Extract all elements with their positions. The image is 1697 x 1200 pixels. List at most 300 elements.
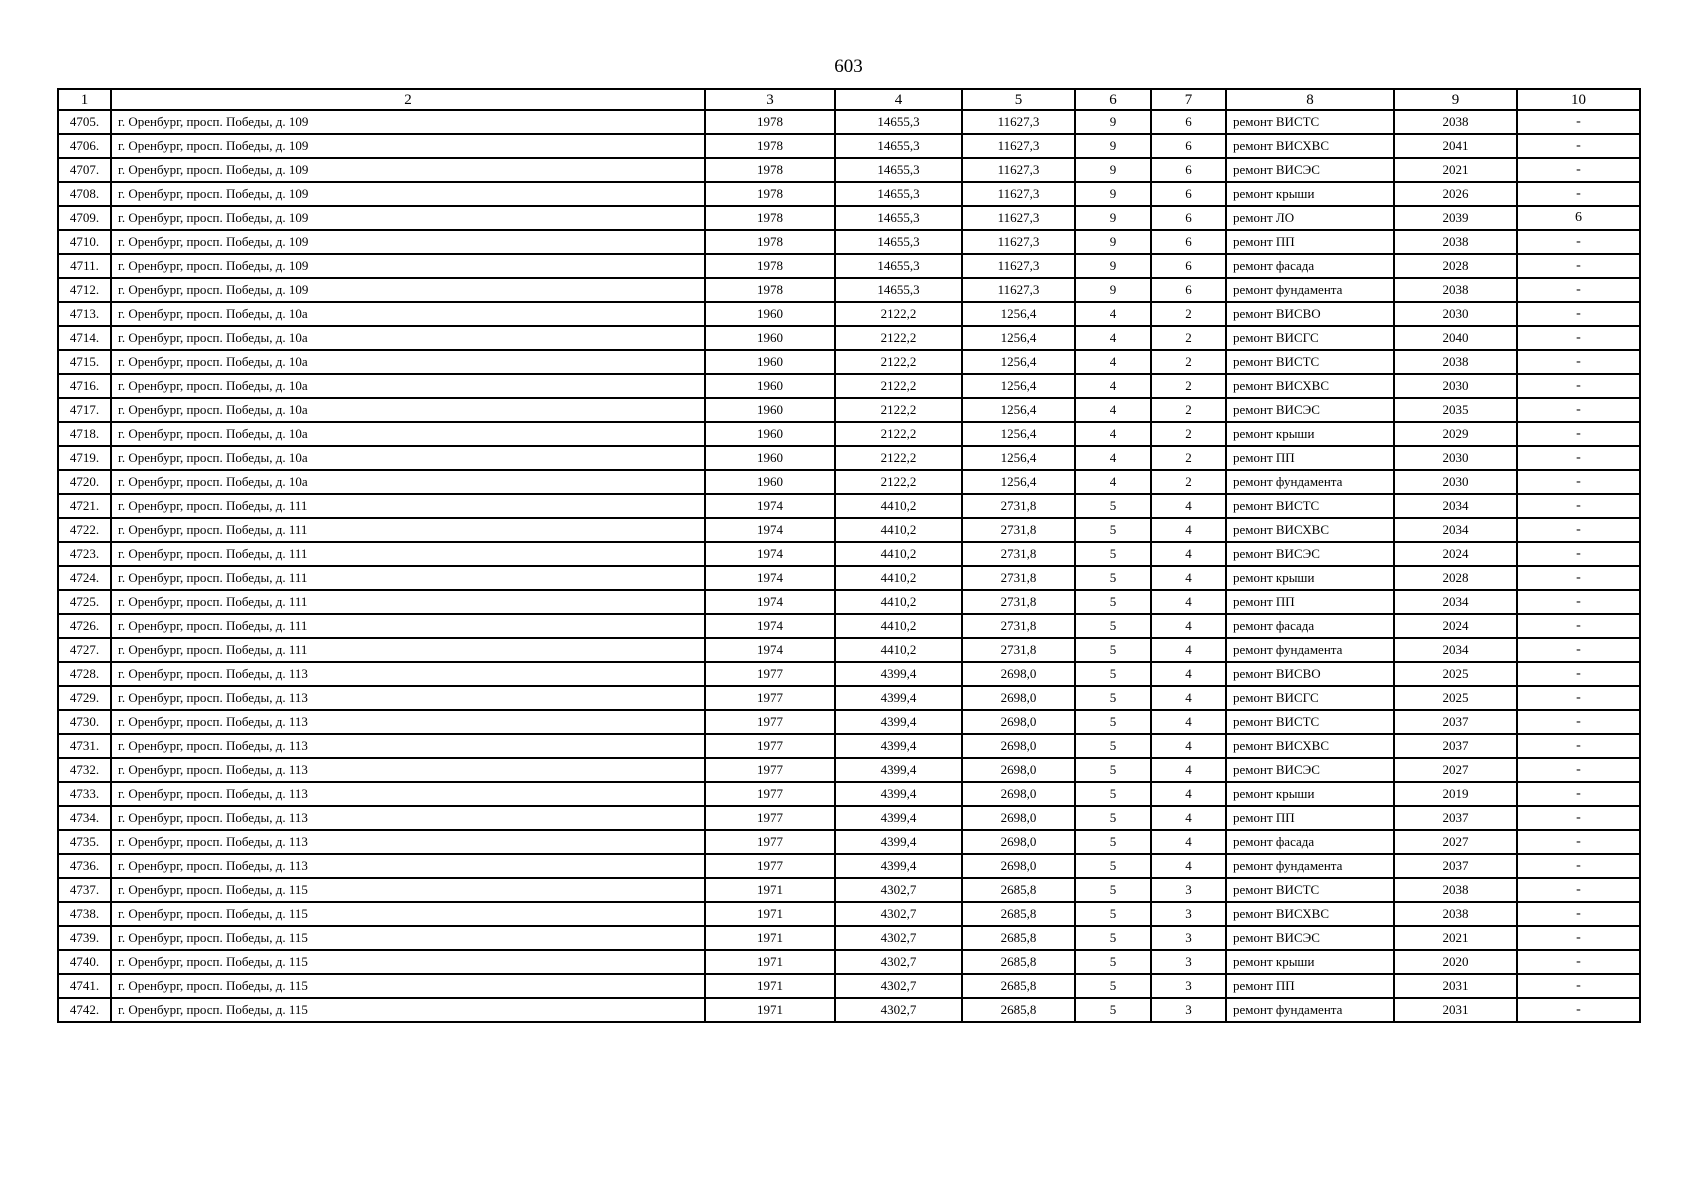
column-header-6: 6 bbox=[1075, 89, 1151, 110]
cell-living-area: 2698,0 bbox=[962, 830, 1075, 854]
cell-floors: 5 bbox=[1075, 782, 1151, 806]
cell-build-year: 1974 bbox=[705, 518, 835, 542]
cell-floors: 5 bbox=[1075, 806, 1151, 830]
cell-plan-year: 2030 bbox=[1394, 302, 1517, 326]
cell-extra-value: - bbox=[1517, 758, 1640, 782]
cell-row-number: 4724. bbox=[58, 566, 111, 590]
cell-row-number: 4713. bbox=[58, 302, 111, 326]
cell-address: г. Оренбург, просп. Победы, д. 111 bbox=[111, 638, 705, 662]
table-row bbox=[58, 734, 1640, 758]
cell-total-area: 4410,2 bbox=[835, 494, 962, 518]
cell-floors: 4 bbox=[1075, 398, 1151, 422]
cell-work-type: ремонт ВИСЭС bbox=[1226, 542, 1394, 566]
cell-work-type: ремонт ВИСТС bbox=[1226, 494, 1394, 518]
cell-build-year: 1971 bbox=[705, 926, 835, 950]
table-row bbox=[58, 494, 1640, 518]
table-row bbox=[58, 470, 1640, 494]
cell-build-year: 1971 bbox=[705, 950, 835, 974]
cell-entrances: 4 bbox=[1151, 590, 1226, 614]
cell-entrances: 4 bbox=[1151, 494, 1226, 518]
cell-build-year: 1971 bbox=[705, 998, 835, 1022]
cell-total-area: 4302,7 bbox=[835, 998, 962, 1022]
cell-build-year: 1978 bbox=[705, 110, 835, 134]
cell-living-area: 1256,4 bbox=[962, 302, 1075, 326]
cell-work-type: ремонт фасада bbox=[1226, 614, 1394, 638]
cell-total-area: 4410,2 bbox=[835, 638, 962, 662]
cell-work-type: ремонт ВИСХВС bbox=[1226, 734, 1394, 758]
cell-floors: 9 bbox=[1075, 134, 1151, 158]
table-row bbox=[58, 614, 1640, 638]
cell-living-area: 1256,4 bbox=[962, 326, 1075, 350]
cell-entrances: 2 bbox=[1151, 398, 1226, 422]
cell-floors: 4 bbox=[1075, 302, 1151, 326]
cell-floors: 5 bbox=[1075, 830, 1151, 854]
cell-entrances: 4 bbox=[1151, 782, 1226, 806]
cell-floors: 5 bbox=[1075, 950, 1151, 974]
table-row bbox=[58, 806, 1640, 830]
cell-entrances: 2 bbox=[1151, 302, 1226, 326]
cell-address: г. Оренбург, просп. Победы, д. 113 bbox=[111, 662, 705, 686]
cell-plan-year: 2031 bbox=[1394, 998, 1517, 1022]
cell-address: г. Оренбург, просп. Победы, д. 10а bbox=[111, 350, 705, 374]
cell-floors: 5 bbox=[1075, 686, 1151, 710]
cell-floors: 5 bbox=[1075, 710, 1151, 734]
cell-extra-value: - bbox=[1517, 638, 1640, 662]
table-row bbox=[58, 542, 1640, 566]
cell-plan-year: 2037 bbox=[1394, 854, 1517, 878]
cell-row-number: 4741. bbox=[58, 974, 111, 998]
table-row bbox=[58, 998, 1640, 1022]
cell-plan-year: 2035 bbox=[1394, 398, 1517, 422]
cell-work-type: ремонт ВИСХВС bbox=[1226, 902, 1394, 926]
cell-plan-year: 2021 bbox=[1394, 926, 1517, 950]
table-row bbox=[58, 878, 1640, 902]
cell-total-area: 2122,2 bbox=[835, 422, 962, 446]
cell-extra-value: - bbox=[1517, 998, 1640, 1022]
column-header-7: 7 bbox=[1151, 89, 1226, 110]
cell-entrances: 2 bbox=[1151, 470, 1226, 494]
cell-extra-value: - bbox=[1517, 710, 1640, 734]
cell-living-area: 2698,0 bbox=[962, 734, 1075, 758]
table-row bbox=[58, 206, 1640, 230]
table-row bbox=[58, 326, 1640, 350]
cell-plan-year: 2037 bbox=[1394, 710, 1517, 734]
cell-row-number: 4730. bbox=[58, 710, 111, 734]
table-row bbox=[58, 254, 1640, 278]
cell-living-area: 11627,3 bbox=[962, 182, 1075, 206]
cell-address: г. Оренбург, просп. Победы, д. 109 bbox=[111, 158, 705, 182]
cell-work-type: ремонт ВИСВО bbox=[1226, 302, 1394, 326]
cell-row-number: 4717. bbox=[58, 398, 111, 422]
cell-entrances: 4 bbox=[1151, 518, 1226, 542]
cell-work-type: ремонт фасада bbox=[1226, 254, 1394, 278]
table-row bbox=[58, 350, 1640, 374]
cell-build-year: 1960 bbox=[705, 302, 835, 326]
cell-entrances: 3 bbox=[1151, 998, 1226, 1022]
cell-total-area: 4410,2 bbox=[835, 614, 962, 638]
cell-living-area: 2685,8 bbox=[962, 926, 1075, 950]
cell-extra-value: - bbox=[1517, 110, 1640, 134]
cell-living-area: 2731,8 bbox=[962, 590, 1075, 614]
cell-total-area: 4399,4 bbox=[835, 734, 962, 758]
cell-address: г. Оренбург, просп. Победы, д. 113 bbox=[111, 830, 705, 854]
table-row bbox=[58, 302, 1640, 326]
cell-row-number: 4723. bbox=[58, 542, 111, 566]
cell-build-year: 1974 bbox=[705, 542, 835, 566]
table-row bbox=[58, 926, 1640, 950]
cell-work-type: ремонт ПП bbox=[1226, 590, 1394, 614]
cell-total-area: 4399,4 bbox=[835, 830, 962, 854]
cell-work-type: ремонт ВИСТС bbox=[1226, 350, 1394, 374]
table-row bbox=[58, 782, 1640, 806]
cell-extra-value: - bbox=[1517, 134, 1640, 158]
cell-entrances: 3 bbox=[1151, 902, 1226, 926]
cell-floors: 9 bbox=[1075, 230, 1151, 254]
cell-total-area: 4302,7 bbox=[835, 950, 962, 974]
cell-total-area: 14655,3 bbox=[835, 134, 962, 158]
cell-work-type: ремонт ВИСЭС bbox=[1226, 926, 1394, 950]
table-row bbox=[58, 230, 1640, 254]
cell-address: г. Оренбург, просп. Победы, д. 111 bbox=[111, 614, 705, 638]
cell-living-area: 11627,3 bbox=[962, 278, 1075, 302]
cell-plan-year: 2039 bbox=[1394, 206, 1517, 230]
table-row bbox=[58, 830, 1640, 854]
cell-floors: 4 bbox=[1075, 350, 1151, 374]
cell-row-number: 4719. bbox=[58, 446, 111, 470]
cell-total-area: 14655,3 bbox=[835, 278, 962, 302]
cell-extra-value: - bbox=[1517, 542, 1640, 566]
cell-entrances: 6 bbox=[1151, 182, 1226, 206]
cell-row-number: 4709. bbox=[58, 206, 111, 230]
column-header-9: 9 bbox=[1394, 89, 1517, 110]
column-header-2: 2 bbox=[111, 89, 705, 110]
column-header-10: 10 bbox=[1517, 89, 1640, 110]
cell-extra-value: - bbox=[1517, 734, 1640, 758]
cell-build-year: 1960 bbox=[705, 422, 835, 446]
table-row bbox=[58, 518, 1640, 542]
cell-row-number: 4740. bbox=[58, 950, 111, 974]
table-row bbox=[58, 446, 1640, 470]
cell-row-number: 4716. bbox=[58, 374, 111, 398]
cell-build-year: 1978 bbox=[705, 182, 835, 206]
cell-entrances: 4 bbox=[1151, 734, 1226, 758]
cell-living-area: 2698,0 bbox=[962, 806, 1075, 830]
cell-plan-year: 2025 bbox=[1394, 662, 1517, 686]
cell-address: г. Оренбург, просп. Победы, д. 111 bbox=[111, 518, 705, 542]
cell-address: г. Оренбург, просп. Победы, д. 109 bbox=[111, 110, 705, 134]
cell-address: г. Оренбург, просп. Победы, д. 111 bbox=[111, 494, 705, 518]
cell-address: г. Оренбург, просп. Победы, д. 115 bbox=[111, 878, 705, 902]
cell-total-area: 2122,2 bbox=[835, 470, 962, 494]
cell-extra-value: - bbox=[1517, 422, 1640, 446]
column-header-3: 3 bbox=[705, 89, 835, 110]
table-row bbox=[58, 590, 1640, 614]
cell-total-area: 4399,4 bbox=[835, 758, 962, 782]
cell-total-area: 2122,2 bbox=[835, 398, 962, 422]
table-row bbox=[58, 710, 1640, 734]
cell-address: г. Оренбург, просп. Победы, д. 10а bbox=[111, 422, 705, 446]
cell-living-area: 1256,4 bbox=[962, 422, 1075, 446]
cell-floors: 5 bbox=[1075, 590, 1151, 614]
cell-build-year: 1977 bbox=[705, 734, 835, 758]
cell-plan-year: 2024 bbox=[1394, 614, 1517, 638]
cell-entrances: 2 bbox=[1151, 350, 1226, 374]
cell-plan-year: 2031 bbox=[1394, 974, 1517, 998]
cell-living-area: 11627,3 bbox=[962, 206, 1075, 230]
cell-living-area: 1256,4 bbox=[962, 446, 1075, 470]
table-row bbox=[58, 110, 1640, 134]
cell-build-year: 1978 bbox=[705, 158, 835, 182]
table-row bbox=[58, 686, 1640, 710]
cell-total-area: 4302,7 bbox=[835, 878, 962, 902]
cell-floors: 5 bbox=[1075, 878, 1151, 902]
cell-living-area: 2731,8 bbox=[962, 542, 1075, 566]
cell-build-year: 1977 bbox=[705, 758, 835, 782]
cell-row-number: 4736. bbox=[58, 854, 111, 878]
cell-entrances: 4 bbox=[1151, 542, 1226, 566]
cell-living-area: 2731,8 bbox=[962, 518, 1075, 542]
cell-entrances: 2 bbox=[1151, 446, 1226, 470]
cell-work-type: ремонт ПП bbox=[1226, 806, 1394, 830]
cell-work-type: ремонт ВИСЭС bbox=[1226, 758, 1394, 782]
cell-row-number: 4739. bbox=[58, 926, 111, 950]
cell-extra-value: - bbox=[1517, 374, 1640, 398]
cell-address: г. Оренбург, просп. Победы, д. 113 bbox=[111, 854, 705, 878]
cell-floors: 5 bbox=[1075, 926, 1151, 950]
cell-plan-year: 2028 bbox=[1394, 566, 1517, 590]
table-row bbox=[58, 950, 1640, 974]
cell-entrances: 2 bbox=[1151, 326, 1226, 350]
cell-entrances: 4 bbox=[1151, 806, 1226, 830]
cell-total-area: 2122,2 bbox=[835, 374, 962, 398]
cell-row-number: 4714. bbox=[58, 326, 111, 350]
cell-build-year: 1978 bbox=[705, 278, 835, 302]
cell-floors: 5 bbox=[1075, 614, 1151, 638]
cell-address: г. Оренбург, просп. Победы, д. 10а bbox=[111, 302, 705, 326]
cell-floors: 4 bbox=[1075, 374, 1151, 398]
cell-plan-year: 2021 bbox=[1394, 158, 1517, 182]
table-row bbox=[58, 374, 1640, 398]
cell-row-number: 4737. bbox=[58, 878, 111, 902]
cell-total-area: 14655,3 bbox=[835, 110, 962, 134]
table-row bbox=[58, 566, 1640, 590]
cell-address: г. Оренбург, просп. Победы, д. 113 bbox=[111, 782, 705, 806]
cell-row-number: 4731. bbox=[58, 734, 111, 758]
cell-plan-year: 2025 bbox=[1394, 686, 1517, 710]
cell-build-year: 1974 bbox=[705, 566, 835, 590]
cell-extra-value: - bbox=[1517, 662, 1640, 686]
cell-build-year: 1977 bbox=[705, 830, 835, 854]
cell-total-area: 14655,3 bbox=[835, 182, 962, 206]
cell-living-area: 2698,0 bbox=[962, 662, 1075, 686]
cell-living-area: 2685,8 bbox=[962, 998, 1075, 1022]
cell-address: г. Оренбург, просп. Победы, д. 10а bbox=[111, 446, 705, 470]
cell-row-number: 4728. bbox=[58, 662, 111, 686]
cell-total-area: 14655,3 bbox=[835, 254, 962, 278]
cell-address: г. Оренбург, просп. Победы, д. 115 bbox=[111, 926, 705, 950]
cell-extra-value: - bbox=[1517, 950, 1640, 974]
cell-address: г. Оренбург, просп. Победы, д. 111 bbox=[111, 566, 705, 590]
cell-plan-year: 2027 bbox=[1394, 830, 1517, 854]
cell-total-area: 4410,2 bbox=[835, 518, 962, 542]
cell-build-year: 1978 bbox=[705, 230, 835, 254]
cell-build-year: 1971 bbox=[705, 974, 835, 998]
cell-living-area: 11627,3 bbox=[962, 110, 1075, 134]
cell-floors: 5 bbox=[1075, 566, 1151, 590]
cell-extra-value: - bbox=[1517, 854, 1640, 878]
cell-plan-year: 2038 bbox=[1394, 110, 1517, 134]
cell-extra-value: - bbox=[1517, 470, 1640, 494]
cell-work-type: ремонт ВИСХВС bbox=[1226, 374, 1394, 398]
cell-entrances: 6 bbox=[1151, 230, 1226, 254]
cell-extra-value: - bbox=[1517, 158, 1640, 182]
cell-total-area: 4410,2 bbox=[835, 566, 962, 590]
cell-entrances: 6 bbox=[1151, 278, 1226, 302]
cell-total-area: 4399,4 bbox=[835, 710, 962, 734]
cell-row-number: 4718. bbox=[58, 422, 111, 446]
cell-plan-year: 2034 bbox=[1394, 494, 1517, 518]
cell-living-area: 2731,8 bbox=[962, 614, 1075, 638]
cell-address: г. Оренбург, просп. Победы, д. 113 bbox=[111, 734, 705, 758]
cell-total-area: 4399,4 bbox=[835, 854, 962, 878]
cell-total-area: 4410,2 bbox=[835, 590, 962, 614]
table-row bbox=[58, 278, 1640, 302]
cell-work-type: ремонт фундамента bbox=[1226, 638, 1394, 662]
cell-work-type: ремонт ВИСХВС bbox=[1226, 518, 1394, 542]
cell-row-number: 4706. bbox=[58, 134, 111, 158]
table-body bbox=[58, 110, 1640, 1022]
cell-total-area: 2122,2 bbox=[835, 326, 962, 350]
cell-address: г. Оренбург, просп. Победы, д. 113 bbox=[111, 710, 705, 734]
cell-extra-value: - bbox=[1517, 806, 1640, 830]
cell-plan-year: 2037 bbox=[1394, 734, 1517, 758]
cell-build-year: 1977 bbox=[705, 686, 835, 710]
cell-plan-year: 2020 bbox=[1394, 950, 1517, 974]
cell-entrances: 4 bbox=[1151, 758, 1226, 782]
table-row bbox=[58, 854, 1640, 878]
cell-address: г. Оренбург, просп. Победы, д. 109 bbox=[111, 278, 705, 302]
cell-entrances: 3 bbox=[1151, 974, 1226, 998]
cell-extra-value: - bbox=[1517, 182, 1640, 206]
cell-plan-year: 2028 bbox=[1394, 254, 1517, 278]
cell-plan-year: 2038 bbox=[1394, 278, 1517, 302]
cell-extra-value: - bbox=[1517, 926, 1640, 950]
table-row bbox=[58, 422, 1640, 446]
cell-plan-year: 2024 bbox=[1394, 542, 1517, 566]
cell-entrances: 4 bbox=[1151, 830, 1226, 854]
cell-address: г. Оренбург, просп. Победы, д. 115 bbox=[111, 950, 705, 974]
cell-floors: 5 bbox=[1075, 854, 1151, 878]
cell-build-year: 1971 bbox=[705, 902, 835, 926]
cell-total-area: 2122,2 bbox=[835, 446, 962, 470]
cell-floors: 4 bbox=[1075, 446, 1151, 470]
cell-floors: 5 bbox=[1075, 758, 1151, 782]
cell-work-type: ремонт фундамента bbox=[1226, 278, 1394, 302]
cell-work-type: ремонт ВИСВО bbox=[1226, 662, 1394, 686]
cell-row-number: 4711. bbox=[58, 254, 111, 278]
cell-plan-year: 2029 bbox=[1394, 422, 1517, 446]
cell-row-number: 4726. bbox=[58, 614, 111, 638]
cell-floors: 4 bbox=[1075, 470, 1151, 494]
cell-extra-value: 6 bbox=[1517, 206, 1640, 230]
cell-build-year: 1960 bbox=[705, 326, 835, 350]
cell-plan-year: 2034 bbox=[1394, 518, 1517, 542]
cell-living-area: 2731,8 bbox=[962, 566, 1075, 590]
cell-living-area: 1256,4 bbox=[962, 470, 1075, 494]
cell-extra-value: - bbox=[1517, 494, 1640, 518]
cell-work-type: ремонт ВИСГС bbox=[1226, 686, 1394, 710]
column-header-1: 1 bbox=[58, 89, 111, 110]
cell-build-year: 1974 bbox=[705, 614, 835, 638]
column-header-8: 8 bbox=[1226, 89, 1394, 110]
table-row bbox=[58, 158, 1640, 182]
cell-plan-year: 2030 bbox=[1394, 374, 1517, 398]
cell-entrances: 4 bbox=[1151, 686, 1226, 710]
cell-extra-value: - bbox=[1517, 302, 1640, 326]
cell-work-type: ремонт фасада bbox=[1226, 830, 1394, 854]
cell-floors: 9 bbox=[1075, 158, 1151, 182]
cell-address: г. Оренбург, просп. Победы, д. 10а bbox=[111, 470, 705, 494]
cell-address: г. Оренбург, просп. Победы, д. 109 bbox=[111, 182, 705, 206]
cell-floors: 5 bbox=[1075, 662, 1151, 686]
cell-build-year: 1960 bbox=[705, 446, 835, 470]
cell-living-area: 2698,0 bbox=[962, 782, 1075, 806]
cell-plan-year: 2030 bbox=[1394, 446, 1517, 470]
table-row bbox=[58, 134, 1640, 158]
cell-extra-value: - bbox=[1517, 686, 1640, 710]
cell-entrances: 4 bbox=[1151, 662, 1226, 686]
cell-living-area: 2698,0 bbox=[962, 854, 1075, 878]
cell-build-year: 1978 bbox=[705, 134, 835, 158]
cell-build-year: 1971 bbox=[705, 878, 835, 902]
cell-address: г. Оренбург, просп. Победы, д. 111 bbox=[111, 542, 705, 566]
cell-work-type: ремонт фундамента bbox=[1226, 470, 1394, 494]
cell-extra-value: - bbox=[1517, 518, 1640, 542]
cell-extra-value: - bbox=[1517, 878, 1640, 902]
cell-living-area: 2685,8 bbox=[962, 878, 1075, 902]
cell-total-area: 4399,4 bbox=[835, 806, 962, 830]
cell-address: г. Оренбург, просп. Победы, д. 10а bbox=[111, 398, 705, 422]
cell-extra-value: - bbox=[1517, 230, 1640, 254]
cell-floors: 5 bbox=[1075, 902, 1151, 926]
cell-row-number: 4712. bbox=[58, 278, 111, 302]
cell-address: г. Оренбург, просп. Победы, д. 109 bbox=[111, 254, 705, 278]
cell-extra-value: - bbox=[1517, 830, 1640, 854]
table-row bbox=[58, 758, 1640, 782]
cell-address: г. Оренбург, просп. Победы, д. 113 bbox=[111, 806, 705, 830]
cell-work-type: ремонт фундамента bbox=[1226, 998, 1394, 1022]
cell-work-type: ремонт крыши bbox=[1226, 566, 1394, 590]
cell-entrances: 3 bbox=[1151, 950, 1226, 974]
cell-total-area: 14655,3 bbox=[835, 230, 962, 254]
cell-plan-year: 2027 bbox=[1394, 758, 1517, 782]
cell-entrances: 2 bbox=[1151, 422, 1226, 446]
cell-address: г. Оренбург, просп. Победы, д. 109 bbox=[111, 206, 705, 230]
cell-row-number: 4708. bbox=[58, 182, 111, 206]
cell-entrances: 3 bbox=[1151, 878, 1226, 902]
table-row bbox=[58, 902, 1640, 926]
column-header-5: 5 bbox=[962, 89, 1075, 110]
cell-address: г. Оренбург, просп. Победы, д. 115 bbox=[111, 974, 705, 998]
cell-total-area: 4410,2 bbox=[835, 542, 962, 566]
cell-address: г. Оренбург, просп. Победы, д. 115 bbox=[111, 998, 705, 1022]
cell-work-type: ремонт ПП bbox=[1226, 974, 1394, 998]
cell-row-number: 4710. bbox=[58, 230, 111, 254]
cell-row-number: 4729. bbox=[58, 686, 111, 710]
cell-plan-year: 2026 bbox=[1394, 182, 1517, 206]
cell-entrances: 6 bbox=[1151, 110, 1226, 134]
cell-living-area: 11627,3 bbox=[962, 254, 1075, 278]
